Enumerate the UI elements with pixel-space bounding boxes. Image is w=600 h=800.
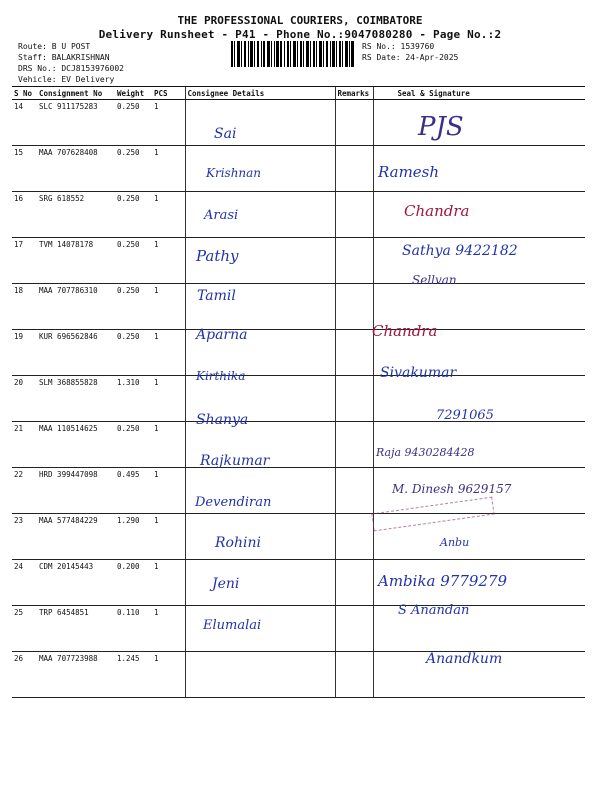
handwritten-consignee: Sai [214, 126, 237, 142]
handwritten-consignee: Shanya [196, 412, 249, 428]
weight-cell: 1.310 [115, 376, 152, 422]
remarks-cell [335, 606, 373, 652]
handwritten-signature: Raja 9430284428 [376, 446, 475, 459]
col-pcs: PCS [152, 87, 185, 100]
consignment-cell: MAA 577484229 [37, 514, 115, 560]
runsheet-subtitle: Delivery Runsheet - P41 - Phone No.:9047080280 - Page No.:2 [98, 28, 502, 41]
handwritten-signature: Sellvan [412, 273, 457, 287]
handwritten-consignee: Kirthika [196, 369, 246, 383]
table-row [12, 376, 585, 422]
col-weight: Weight [115, 87, 152, 100]
handwritten-consignee: Arasi [204, 208, 239, 223]
handwritten-consignee: Devendiran [195, 495, 272, 510]
handwritten-signature: PJS [418, 112, 464, 142]
pcs-cell: 1 [152, 652, 185, 698]
handwritten-signature: Chandra [404, 202, 470, 220]
rs-number: RS No.: 1539760 [362, 42, 435, 51]
table-row [12, 100, 585, 146]
pcs-cell: 1 [152, 100, 185, 146]
consignment-cell: HRD 399447098 [37, 468, 115, 514]
remarks-cell [335, 192, 373, 238]
handwritten-signature: Ambika 9779279 [378, 572, 508, 590]
table-row [12, 514, 585, 560]
table-row [12, 146, 585, 192]
sno-cell: 19 [12, 330, 37, 376]
runsheet-table [12, 86, 585, 698]
sno-cell: 15 [12, 146, 37, 192]
sno-cell: 17 [12, 238, 37, 284]
table-header-row [12, 87, 585, 100]
weight-cell: 0.250 [115, 422, 152, 468]
table-row [12, 284, 585, 330]
company-title: THE PROFESSIONAL COURIERS, COIMBATORE [177, 14, 423, 27]
col-consignment: Consignment No [37, 87, 115, 100]
handwritten-consignee: Rohini [215, 535, 261, 551]
barcode-image [231, 41, 354, 67]
consignee-cell [185, 100, 335, 146]
vehicle-label: Vehicle: EV Delivery [18, 75, 115, 84]
table-row [12, 606, 585, 652]
pcs-cell: 1 [152, 468, 185, 514]
sno-cell: 20 [12, 376, 37, 422]
handwritten-consignee: Elumalai [203, 618, 262, 633]
weight-cell: 0.250 [115, 146, 152, 192]
handwritten-signature: 7291065 [436, 408, 494, 423]
remarks-cell [335, 514, 373, 560]
consignment-cell: TRP 6454851 [37, 606, 115, 652]
meta-right [362, 41, 458, 63]
consignment-cell: SRG 618552 [37, 192, 115, 238]
pcs-cell: 1 [152, 146, 185, 192]
handwritten-signature: Sathya 9422182 [402, 243, 518, 259]
weight-cell: 1.245 [115, 652, 152, 698]
handwritten-consignee: Rajkumar [200, 453, 270, 469]
table-row [12, 330, 585, 376]
pcs-cell: 1 [152, 560, 185, 606]
handwritten-signature: Chandra [372, 322, 438, 340]
col-sno: S No [12, 87, 37, 100]
pcs-cell: 1 [152, 192, 185, 238]
remarks-cell [335, 560, 373, 606]
consignment-cell: CDM 20145443 [37, 560, 115, 606]
col-consignee: Consignee Details [185, 87, 335, 100]
sno-cell: 22 [12, 468, 37, 514]
handwritten-signature: M. Dinesh 9629157 [392, 482, 512, 496]
remarks-cell [335, 422, 373, 468]
pcs-cell: 1 [152, 330, 185, 376]
weight-cell: 1.290 [115, 514, 152, 560]
table-row [12, 422, 585, 468]
consignment-cell: MAA 707723988 [37, 652, 115, 698]
consignment-cell: MAA 707786310 [37, 284, 115, 330]
sno-cell: 25 [12, 606, 37, 652]
consignment-cell: SLC 911175283 [37, 100, 115, 146]
remarks-cell [335, 146, 373, 192]
pcs-cell: 1 [152, 422, 185, 468]
pcs-cell: 1 [152, 514, 185, 560]
remarks-cell [335, 468, 373, 514]
weight-cell: 0.250 [115, 192, 152, 238]
consignment-cell: KUR 696562846 [37, 330, 115, 376]
sno-cell: 16 [12, 192, 37, 238]
signature-cell [373, 422, 585, 468]
sno-cell: 23 [12, 514, 37, 560]
weight-cell: 0.200 [115, 560, 152, 606]
table-row [12, 192, 585, 238]
weight-cell: 0.110 [115, 606, 152, 652]
consignee-cell [185, 652, 335, 698]
consignment-cell: MAA 110514625 [37, 422, 115, 468]
sno-cell: 18 [12, 284, 37, 330]
signature-cell [373, 100, 585, 146]
consignee-cell [185, 560, 335, 606]
weight-cell: 0.250 [115, 330, 152, 376]
handwritten-signature: Anandkum [426, 651, 503, 667]
consignment-cell: MAA 707628408 [37, 146, 115, 192]
handwritten-signature: Ramesh [378, 163, 440, 181]
remarks-cell [335, 376, 373, 422]
handwritten-consignee: Krishnan [206, 166, 262, 180]
remarks-cell [335, 284, 373, 330]
sno-cell: 21 [12, 422, 37, 468]
handwritten-consignee: Aparna [196, 327, 248, 343]
remarks-cell [335, 100, 373, 146]
consignment-cell: TVM 14078178 [37, 238, 115, 284]
weight-cell: 0.495 [115, 468, 152, 514]
remarks-cell [335, 330, 373, 376]
sno-cell: 14 [12, 100, 37, 146]
remarks-cell [335, 238, 373, 284]
pcs-cell: 1 [152, 606, 185, 652]
sno-cell: 24 [12, 560, 37, 606]
pcs-cell: 1 [152, 284, 185, 330]
remarks-cell [335, 652, 373, 698]
route-label: Route: B U POST [18, 42, 91, 51]
staff-label: Staff: BALAKRISHNAN [18, 53, 110, 62]
weight-cell: 0.250 [115, 284, 152, 330]
weight-cell: 0.250 [115, 100, 152, 146]
handwritten-signature: S Anandan [398, 603, 470, 618]
table-body [12, 100, 585, 698]
handwritten-consignee: Pathy [196, 247, 239, 265]
consignment-cell: SLM 368855828 [37, 376, 115, 422]
handwritten-signature: Anbu [440, 536, 470, 549]
weight-cell: 0.250 [115, 238, 152, 284]
drs-label: DRS No.: DCJ8153976002 [18, 64, 124, 73]
handwritten-consignee: Jeni [212, 576, 240, 592]
handwritten-consignee: Tamil [197, 288, 236, 304]
pcs-cell: 1 [152, 238, 185, 284]
col-remarks: Remarks [335, 87, 373, 100]
col-seal-signature: Seal & Signature [373, 87, 585, 100]
sno-cell: 26 [12, 652, 37, 698]
rs-date: RS Date: 24-Apr-2025 [362, 53, 459, 62]
meta-left [18, 41, 124, 85]
handwritten-signature: Sivakumar [380, 365, 457, 381]
pcs-cell: 1 [152, 376, 185, 422]
